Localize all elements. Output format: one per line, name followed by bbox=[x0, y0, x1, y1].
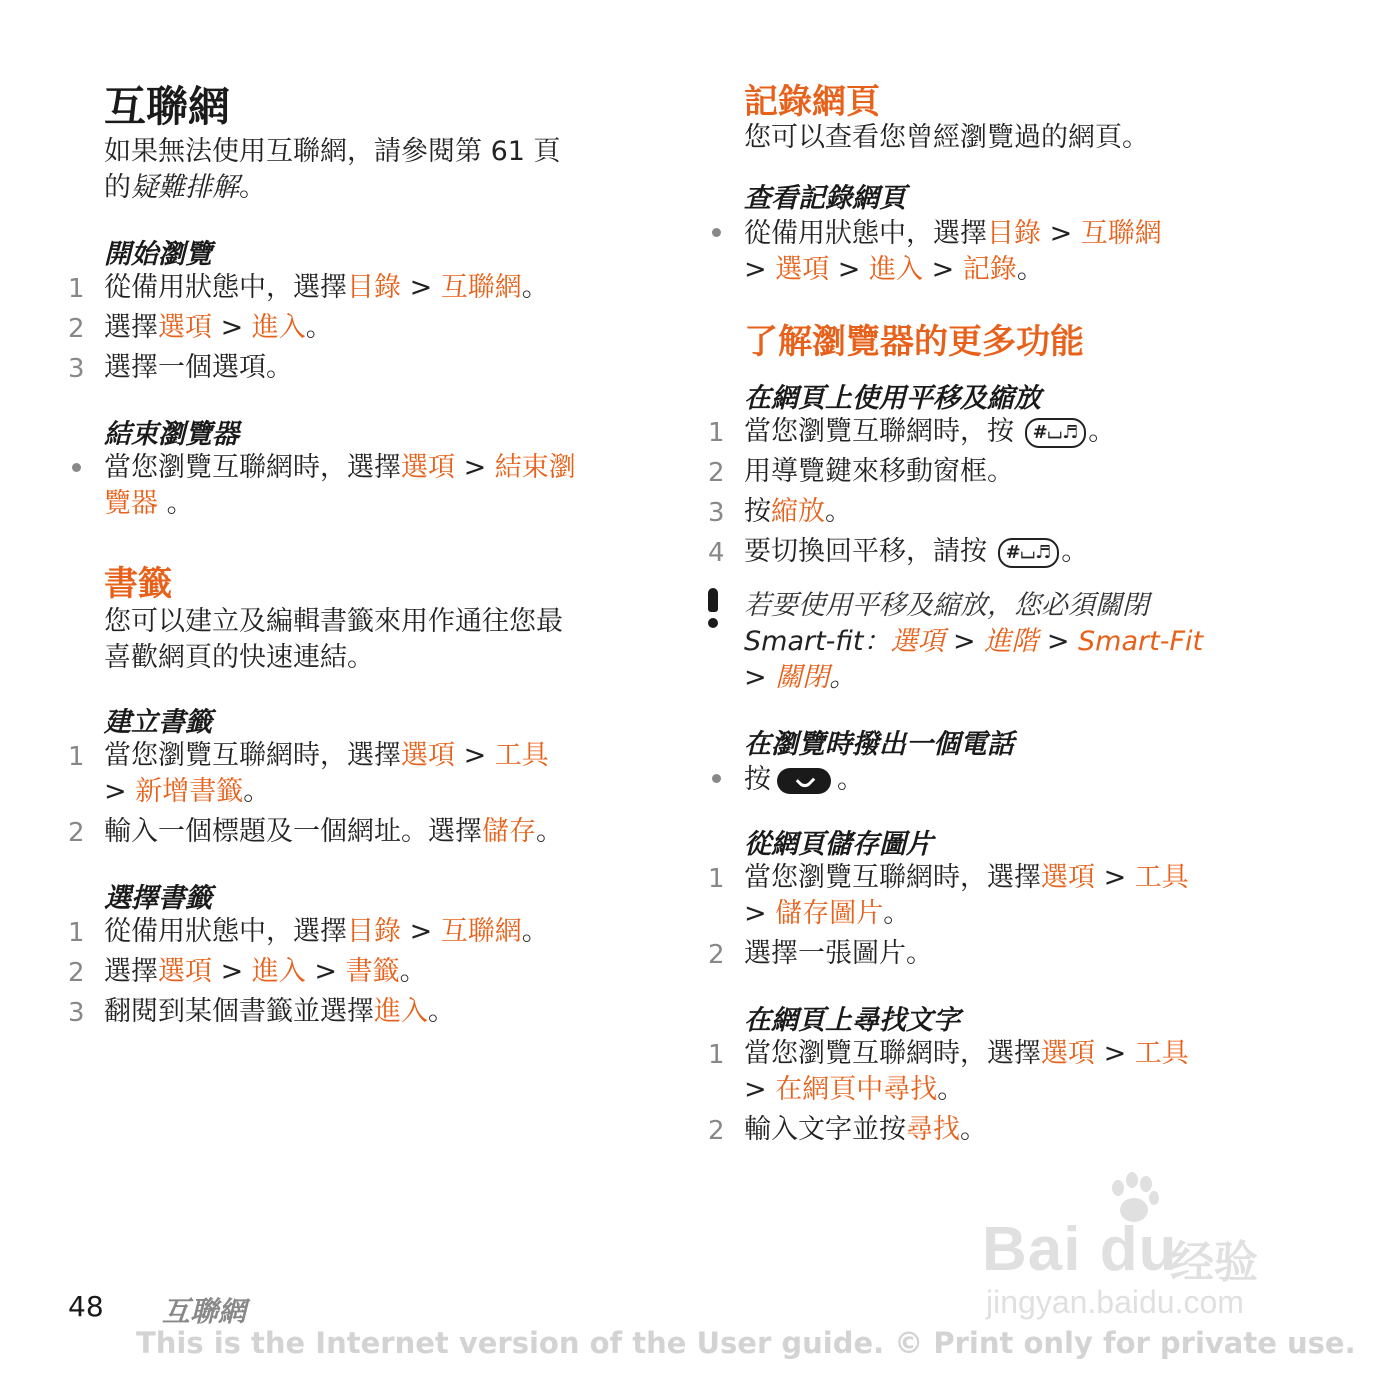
step-text: 輸入文字並按尋找。 bbox=[744, 1114, 987, 1145]
heading-start-browsing: 開始瀏覽 bbox=[104, 239, 212, 270]
section-title-more-features: 了解瀏覽器的更多功能 bbox=[744, 322, 1084, 362]
hash-key-icon: #⌴♬ bbox=[998, 538, 1060, 568]
call-text: 按 。 bbox=[744, 764, 864, 795]
watermark-sub-text: 经验 bbox=[1170, 1237, 1258, 1288]
section-title-bookmarks: 書籤 bbox=[104, 564, 172, 604]
page-number: 48 bbox=[68, 1290, 104, 1323]
step-text-cont: > 新增書籤。 bbox=[104, 776, 271, 807]
step-number: 1 bbox=[68, 918, 85, 948]
step-text: 用導覽鍵來移動窗框。 bbox=[744, 456, 1014, 487]
step-text: 輸入一個標題及一個網址。選擇儲存。 bbox=[104, 816, 563, 847]
page-title: 互聯網 bbox=[104, 82, 231, 131]
note-line-2: Smart-fit：選項 > 進階 > Smart-Fit bbox=[744, 626, 1204, 657]
step-text: 選擇選項 > 進入 > 書籤。 bbox=[104, 956, 427, 987]
exit-line-2: 覽器 。 bbox=[104, 488, 194, 519]
step-text: 從備用狀態中，選擇目錄 > 互聯網。 bbox=[104, 916, 549, 947]
step-text: 當您瀏覽互聯網時，按 #⌴♬ 。 bbox=[744, 416, 1116, 447]
step-number: 3 bbox=[68, 354, 85, 384]
footer-section-name: 互聯網 bbox=[162, 1295, 247, 1328]
watermark-url: jingyan.baidu.com bbox=[986, 1284, 1244, 1320]
step-text: 從備用狀態中，選擇目錄 > 互聯網。 bbox=[104, 272, 549, 303]
heading-save-image: 從網頁儲存圖片 bbox=[744, 829, 933, 860]
intro-line-1: 如果無法使用互聯網，請參閱第 61 頁 bbox=[104, 136, 561, 167]
heading-view-history: 查看記錄網頁 bbox=[744, 183, 906, 214]
troubleshoot-link[interactable]: 疑難排解 bbox=[131, 172, 239, 203]
step-number: 2 bbox=[68, 818, 85, 848]
step-text: 選擇選項 > 進入。 bbox=[104, 312, 333, 343]
step-number: 2 bbox=[68, 314, 85, 344]
step-number: 3 bbox=[708, 498, 725, 528]
history-intro: 您可以查看您曾經瀏覽過的網頁。 bbox=[744, 122, 1149, 153]
heading-create-bookmark: 建立書籤 bbox=[104, 707, 212, 738]
footer-copyright-note: This is the Internet version of the User guide. © Print only for private use. bbox=[136, 1326, 1356, 1360]
heading-exit-browser: 結束瀏覽器 bbox=[104, 419, 239, 450]
step-number: 1 bbox=[68, 742, 85, 772]
heading-select-bookmark: 選擇書籤 bbox=[104, 883, 212, 914]
call-key-icon bbox=[777, 768, 831, 794]
history-line-2: > 選項 > 進入 > 記錄。 bbox=[744, 254, 1044, 285]
baidu-watermark bbox=[982, 1170, 1312, 1330]
hash-key-icon: #⌴♬ bbox=[1025, 418, 1087, 448]
bookmarks-intro-1: 您可以建立及編輯書籤來用作通往您最 bbox=[104, 606, 563, 637]
step-number: 4 bbox=[708, 538, 725, 568]
step-text: 當您瀏覽互聯網時，選擇選項 > 工具 bbox=[744, 1038, 1189, 1069]
step-number: 3 bbox=[68, 998, 85, 1028]
bullet bbox=[712, 228, 721, 237]
bookmarks-intro-2: 喜歡網頁的快速連結。 bbox=[104, 642, 374, 673]
bullet bbox=[712, 774, 721, 783]
intro-line-2: 的疑難排解。 bbox=[104, 172, 266, 203]
section-title-history: 記錄網頁 bbox=[744, 82, 880, 122]
step-number: 1 bbox=[68, 274, 85, 304]
step-text: 當您瀏覽互聯網時，選擇選項 > 工具 bbox=[104, 740, 549, 771]
step-number: 1 bbox=[708, 864, 725, 894]
heading-find-text: 在網頁上尋找文字 bbox=[744, 1005, 960, 1036]
step-text: 當您瀏覽互聯網時，選擇選項 > 工具 bbox=[744, 862, 1189, 893]
step-number: 1 bbox=[708, 1040, 725, 1070]
step-text: 選擇一個選項。 bbox=[104, 352, 293, 383]
step-number: 2 bbox=[708, 458, 725, 488]
watermark-logo-text: Bai du bbox=[982, 1215, 1178, 1284]
history-line-1: 從備用狀態中，選擇目錄 > 互聯網 bbox=[744, 218, 1162, 249]
step-number: 2 bbox=[708, 1116, 725, 1146]
step-text: 選擇一張圖片。 bbox=[744, 938, 933, 969]
step-number: 2 bbox=[68, 958, 85, 988]
exit-line-1: 當您瀏覽互聯網時，選擇選項 > 結束瀏 bbox=[104, 452, 576, 483]
step-text: 翻閱到某個書籤並選擇進入。 bbox=[104, 996, 455, 1027]
heading-call-while-browsing: 在瀏覽時撥出一個電話 bbox=[744, 729, 1014, 760]
step-text-cont: > 儲存圖片。 bbox=[744, 898, 911, 929]
step-number: 1 bbox=[708, 418, 725, 448]
heading-pan-zoom: 在網頁上使用平移及縮放 bbox=[744, 383, 1041, 414]
bullet bbox=[72, 463, 81, 472]
step-text: 要切換回平移，請按 #⌴♬ 。 bbox=[744, 536, 1089, 567]
note-line-1: 若要使用平移及縮放，您必須關閉 bbox=[744, 590, 1149, 621]
step-text: 按縮放。 bbox=[744, 496, 852, 527]
note-line-3: > 關閉。 bbox=[744, 662, 857, 693]
step-number: 2 bbox=[708, 940, 725, 970]
step-text-cont: > 在網頁中尋找。 bbox=[744, 1074, 965, 1105]
